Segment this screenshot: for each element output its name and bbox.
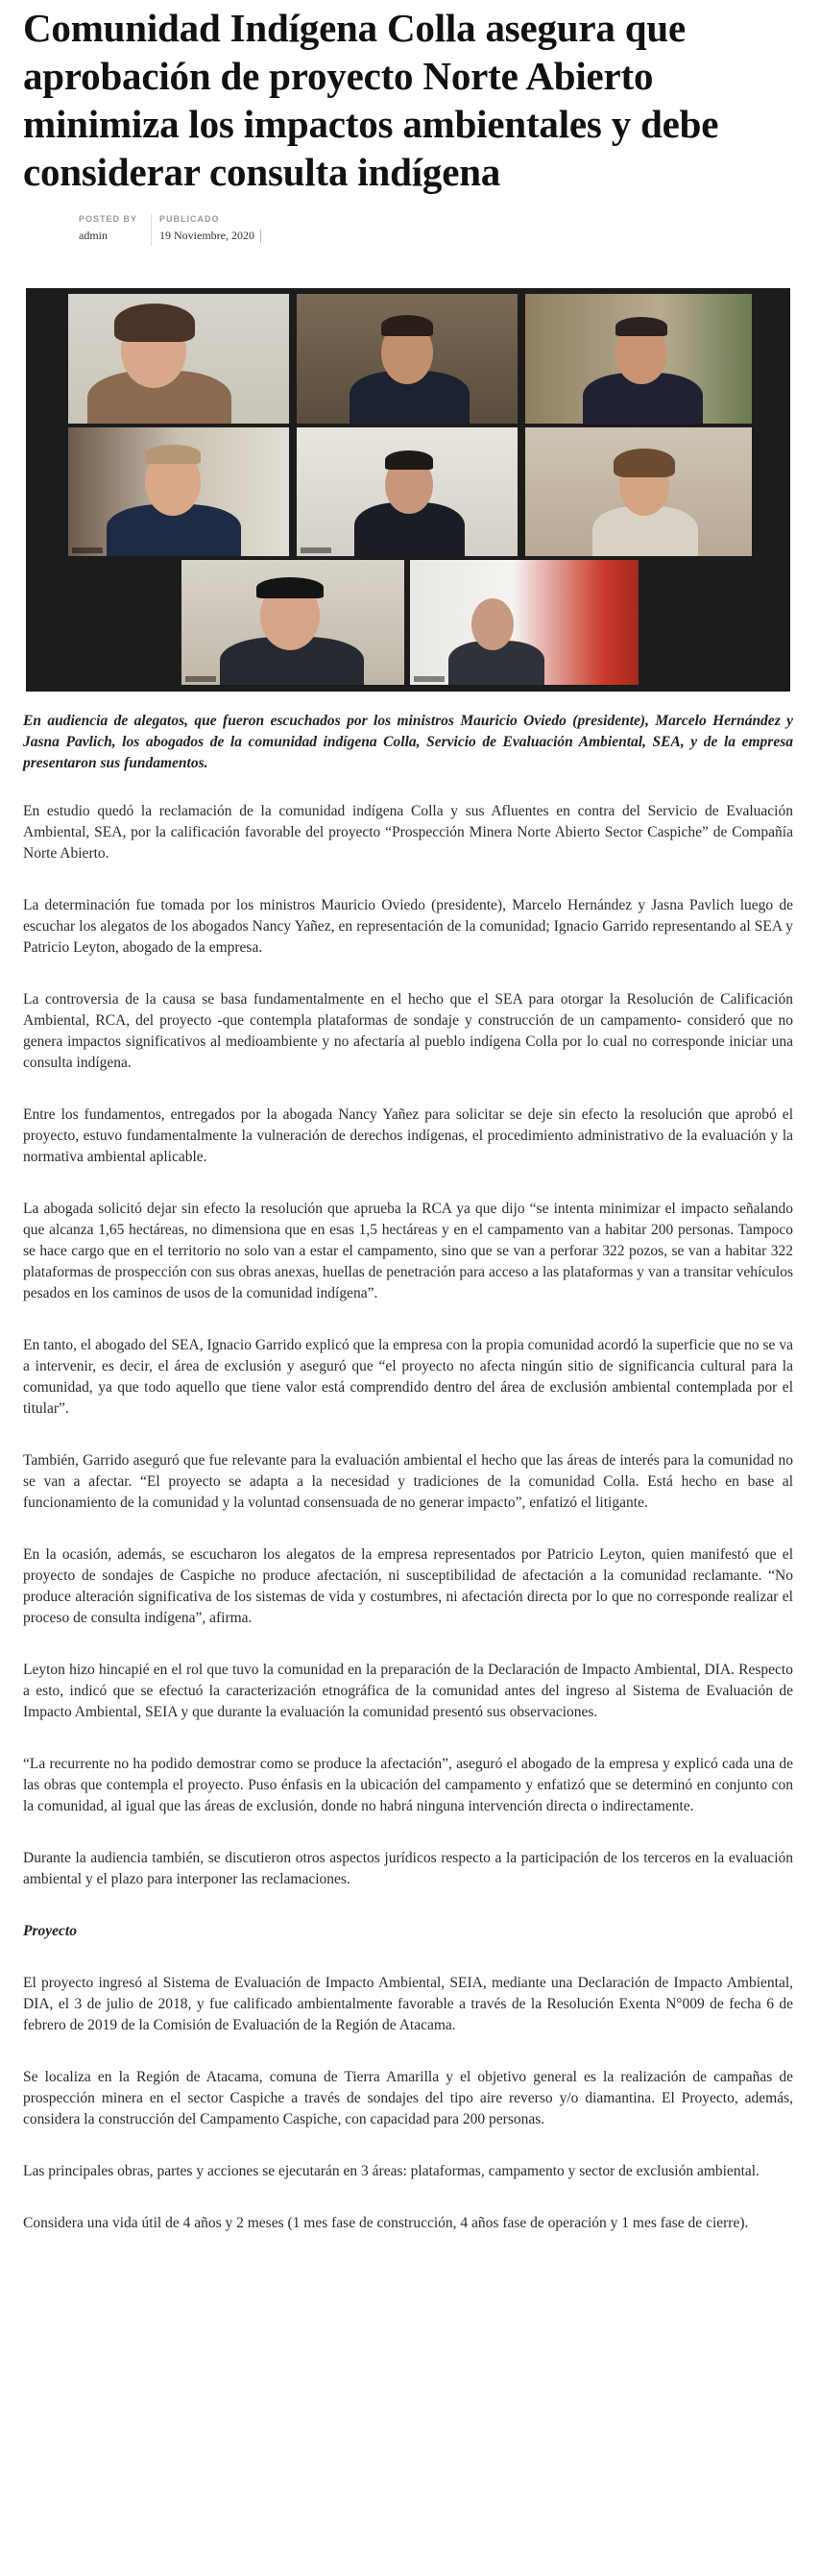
- paragraph: La abogada solicitó dejar sin efecto la resolución que aprueba la RCA ya que dijo “se intenta minimizar el impacto señalando que alcanza 1,65 hectáreas, no dimensiona que en esas 1,5 hectáreas y en el campamento van a habitar 200 personas. Tampoco se hace cargo que en el territorio no solo van a estar el campamento, sino que se van a perforar 322 pozos, se van a habitar 322 plataformas de prospección con sus obras anexas, huellas de penetración para acceso a las plataformas y van a transitar vehículos pesados en los caminos de usos de la comunidad indígena”.: [23, 1201, 793, 1301]
- article-title: Comunidad Indígena Colla asegura que aprobación de proyecto Norte Abierto minimiza los impactos ambientales y debe considerar consulta indígena: [23, 6, 719, 194]
- paragraph: También, Garrido aseguró que fue relevante para la evaluación ambiental el hecho que las áreas de interés para la comunidad no se van a afectar. “El proyecto se adapta a la necesidad y tradiciones de la comunidad Colla. Está hecho en base al funcionamiento de la comunidad y la voluntad consensuada de no generar impacto”, enfatizó el litigante.: [23, 1452, 793, 1511]
- section-heading-proyecto: Proyecto: [23, 1923, 77, 1939]
- meta-divider: [260, 230, 261, 243]
- participant-name-tag: [185, 676, 216, 682]
- video-tile: [181, 560, 404, 685]
- article-meta: [79, 213, 816, 252]
- featured-image-video-call: [26, 288, 790, 692]
- paragraph: Las principales obras, partes y acciones se ejecutarán en 3 áreas: plataformas, campamento y sector de exclusión ambiental.: [23, 2163, 760, 2179]
- video-tile: [297, 427, 518, 556]
- paragraph: En tanto, el abogado del SEA, Ignacio Garrido explicó que la empresa con la propia comunidad acordó la superficie que no se va a intervenir, es decir, el área de exclusión y aseguró que “el proyecto no afecta ningún sitio de significancia cultural para la comunidad, ya que todo aquello que tiene valor está comprendido dentro del área de exclusión ambiental contemplada por el titular”.: [23, 1337, 793, 1417]
- paragraph: La determinación fue tomada por los ministros Mauricio Oviedo (presidente), Marcelo Hernández y Jasna Pavlich luego de escuchar los alegatos de los abogados Nancy Yañez, en representación de la comunidad; Ignacio Garrido representando al SEA y Patricio Leyton, abogado de la empresa.: [23, 897, 793, 956]
- paragraph: La controversia de la causa se basa fundamentalmente en el hecho que el SEA para otorgar la Resolución de Calificación Ambiental, RCA, del proyecto -que contempla plataformas de sondaje y construcción de un campamento- consideró que no genera impactos significativos al medioambiente y no afectaría al pueblo indígena Colla por lo cual no corresponde iniciar una consulta indígena.: [23, 991, 793, 1071]
- video-tile: [525, 427, 752, 556]
- posted-by-label: POSTED BY: [79, 214, 138, 224]
- paragraph: Considera una vida útil de 4 años y 2 meses (1 mes fase de construcción, 4 años fase de operación y 1 mes fase de cierre).: [23, 2215, 749, 2231]
- paragraph: Entre los fundamentos, entregados por la abogada Nancy Yañez para solicitar se deje sin efecto la resolución que aprobó el proyecto, estuvo fundamentalmente la vulneración de derechos indígenas, el procedimiento administrativo de la evaluación y la normativa ambiental aplicable.: [23, 1106, 793, 1165]
- paragraph: El proyecto ingresó al Sistema de Evaluación de Impacto Ambiental, SEIA, mediante una Declaración de Impacto Ambiental, DIA, el 3 de julio de 2018, y fue calificado ambientalmente favorable a través de la Resolución Exenta N°009 de fecha 6 de febrero de 2019 de la Comisión de Evaluación de la Región de Atacama.: [23, 1975, 793, 2033]
- date-block: [151, 213, 275, 246]
- participant-name-tag: [414, 676, 445, 682]
- video-tile: [68, 427, 289, 556]
- video-tile: [297, 294, 518, 424]
- publish-date-row: [159, 225, 261, 246]
- video-tile: [525, 294, 752, 424]
- publish-date: 19 Noviembre, 2020: [159, 229, 254, 242]
- article: [23, 4, 816, 2234]
- author-block: [79, 213, 151, 246]
- paragraph: Leyton hizo hincapié en el rol que tuvo la comunidad en la preparación de la Declaración de Impacto Ambiental, DIA. Respecto a esto, indicó que se efectuó la caracterización etnográfica de la comunidad antes del ingreso al Sistema de Evaluación de Impacto Ambiental, SEIA y que durante la evaluación la comunidad presentó sus observaciones.: [23, 1662, 793, 1720]
- paragraph: En la ocasión, además, se escucharon los alegatos de la empresa representados por Patricio Leyton, quien manifestó que el proyecto de sondajes de Caspiche no produce afectación, ni susceptibilidad de afectación a la comunidad reclamante. “No produce alteración significativa de los sistemas de vida y costumbres, ni afectación directa por lo que no corresponde realizar el proceso de consulta indígena”, afirma.: [23, 1546, 793, 1626]
- paragraph: Se localiza en la Región de Atacama, comuna de Tierra Amarilla y el objetivo general es la realización de campañas de prospección minera en el sector Caspiche a través de sondajes del tipo aire reverso y/o diamantina. El Proyecto, además, considera la construcción del Campamento Caspiche, con capacidad para 200 personas.: [23, 2069, 793, 2127]
- video-tile: [410, 560, 639, 685]
- paragraph: Durante la audiencia también, se discutieron otros aspectos jurídicos respecto a la participación de los terceros en la evaluación ambiental y el plazo para interponer las reclamaciones.: [23, 1850, 793, 1887]
- participant-name-tag: [72, 547, 103, 553]
- paragraph: En estudio quedó la reclamación de la comunidad indígena Colla y sus Afluentes en contra del Servicio de Evaluación Ambiental, SEA, por la calificación favorable del proyecto “Prospección Minera Norte Abierto Sector Caspiche” de Compañía Norte Abierto.: [23, 803, 793, 862]
- paragraph: “La recurrente no ha podido demostrar como se produce la afectación”, aseguró el abogado de la empresa y explicó cada una de las obras que contempla el proyecto. Puso énfasis en la ubicación del campamento y enfatizó que se determinó en conjunto con la comunidad, al igual que las áreas de exclusión, donde no habrá ninguna intervención directa o indirectamente.: [23, 1756, 793, 1814]
- author-link[interactable]: admin: [79, 229, 108, 242]
- published-label: PUBLICADO: [159, 214, 220, 224]
- video-tile: [68, 294, 289, 424]
- participant-name-tag: [301, 547, 331, 553]
- image-caption: En audiencia de alegatos, que fueron escuchados por los ministros Mauricio Oviedo (presidente), Marcelo Hernández y Jasna Pavlich, los abogados de la comunidad indígena Colla, Servicio de Evaluación Ambiental, SEA, y de la empresa presentaron sus fundamentos.: [23, 713, 793, 771]
